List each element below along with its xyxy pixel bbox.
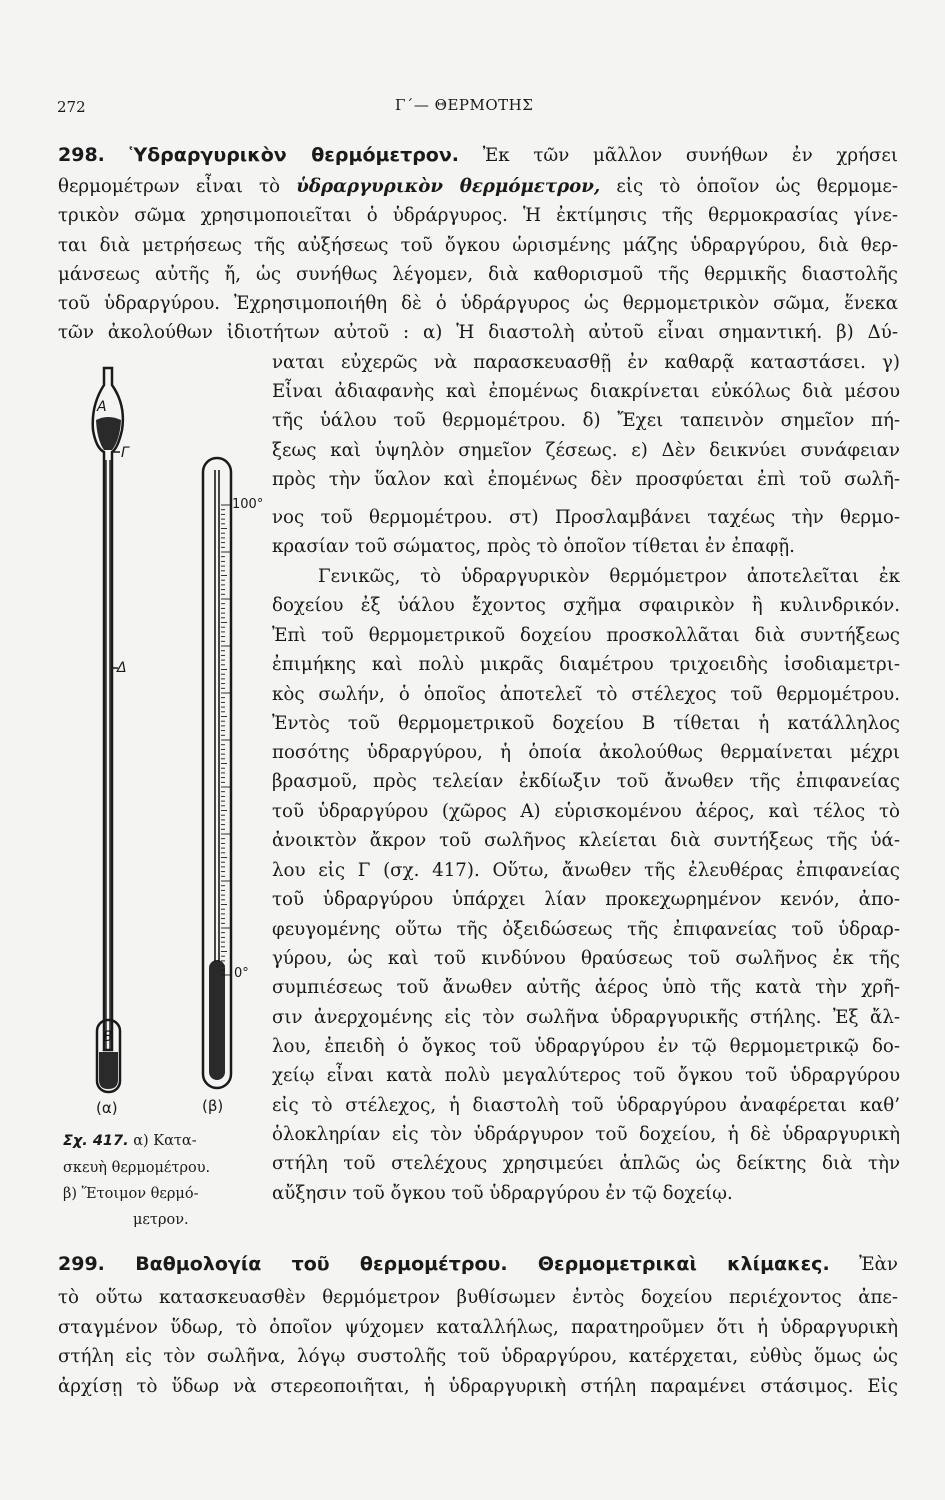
column-line: Ἐντὸς τοῦ θερμομετρικοῦ δοχείου Β τίθεται ἡ κατάλληλος: [272, 713, 900, 734]
label-B: B: [103, 1029, 113, 1045]
section-298-line-7: τῶν ἀκολούθων ἰδιοτήτων αὐτοῦ : α) Ἡ διαστολὴ αὐτοῦ εἶναι σημαντική. β) Δύ-: [58, 322, 898, 343]
column-line: κρασίαν τοῦ σώματος, πρὸς τὸ ὁποῖον τίθεται ἐν ἐπαφῇ.: [272, 536, 795, 557]
column-line: πρὸς τὴν ὕαλον καὶ ἐπομένως δὲν προσφύεται ἐπὶ τοῦ σωλῆ-: [272, 469, 900, 490]
section-299-line-4: στήλη εἰς τὸν σωλῆνα, λόγῳ συστολῆς τοῦ ὑδραργύρου, κατέρχεται, εὐθὺς ὅμως ὡς: [58, 1346, 898, 1367]
label-G: Γ: [121, 445, 129, 461]
section-298-line-2: θερμομέτρων εἶναι τὸ ὑδραργυρικὸν θερμόμετρον, εἰς τὸ ὁποῖον ὡς θερμομε-: [58, 176, 898, 197]
section-299-line-5: ἀρχίσῃ τὸ ὕδωρ νὰ στερεοποιῆται, ἡ ὑδραργυρικὴ στήλη παραμένει στάσιμος. Εἰς: [58, 1376, 898, 1397]
caption-fig-number: Σχ. 417.: [63, 1133, 129, 1149]
column-line: στήλη τοῦ στελέχους χρησιμεύει ἁπλῶς ὡς δείκτης διὰ τὴν: [272, 1153, 900, 1174]
column-line: τῆς ὑάλου τοῦ θερμομέτρου. δ) Ἔχει ταπεινὸν σημεῖον πή-: [272, 410, 900, 431]
body-text: Ἐκ τῶν μᾶλλον συνήθων ἐν χρήσει: [482, 145, 898, 166]
label-b: (β): [202, 1097, 224, 1115]
section-299-heading: 299. Βαθμολογία τοῦ θερμομέτρου. Θερμομετρικαὶ κλίμακες.: [58, 1253, 830, 1275]
column-line: εἰς τὸ στέλεχος, ἡ διαστολὴ τοῦ ὑδραργύρου ἀναφέρεται καθ’: [272, 1095, 900, 1116]
label-D: Δ: [117, 660, 127, 676]
section-298-line-6: τοῦ ὑδραργύρου. Ἐχρησιμοποιήθη δὲ ὁ ὑδράργυρος ὡς θερμομετρικὸν σῶμα, ἕνεκα: [58, 293, 898, 314]
caption-text: μετρον.: [133, 1212, 189, 1228]
column-line: δοχείου ἐξ ὑάλου ἔχοντος σχῆμα σφαιρικὸν ἢ κυλινδρικόν.: [272, 595, 900, 616]
label-a: (α): [96, 1099, 118, 1117]
column-line: Εἶναι ἀδιαφανὴς καὶ ἐπομένως διακρίνεται εὐκόλως διὰ μέσου: [272, 381, 900, 402]
column-line: λου εἰς Γ (σχ. 417). Οὕτω, ἄνωθεν τῆς ἐλευθέρας ἐπιφανείας: [272, 860, 900, 881]
section-299-line-2: τὸ οὕτω κατασκευασθὲν θερμόμετρον βυθίσωμεν ἐντὸς δοχείου περιέχοντος ἀπε-: [58, 1287, 898, 1308]
section-298-line-4: ται διὰ μετρήσεως τῆς αὐξήσεως τοῦ ὄγκου ὡρισμένης μάζης ὑδραργύρου, διὰ θερ-: [58, 235, 898, 256]
section-299-line-3: σταγμένον ὕδωρ, τὸ ὁποῖον ψύχομεν καταλλήλως, παρατηροῦμεν ὅτι ἡ ὑδραργυρικὴ: [58, 1317, 898, 1338]
term-highlight: ὑδραργυρικὸν θερμόμετρον,: [296, 176, 601, 197]
caption-text: σκευὴ θερμομέτρου.: [63, 1160, 211, 1176]
thermometer-b: [203, 458, 231, 1088]
column-line: Γενικῶς, τὸ ὑδραργυρικὸν θερμόμετρον ἀποτελεῖται ἐκ: [318, 566, 900, 587]
column-line: Ἐπὶ τοῦ θερμομετρικοῦ δοχείου προσκολλᾶται διὰ συντήξεως: [272, 625, 900, 646]
column-line: ποσότης ὑδραργύρου, ἡ ὁποία ἀκολούθως θερμαίνεται μέχρι: [272, 742, 900, 763]
column-line: τοῦ ὑδραργύρου ὑπάρχει λίαν προκεχωρημένον κενόν, ἀπο-: [272, 889, 900, 910]
column-line: συμπιέσεως τοῦ ἄνωθεν αὐτῆς ἀέρος ὑπὸ τῆς κατὰ τὴν χρῆ-: [272, 977, 900, 998]
column-line: κὸς σωλήν, ὁ ὁποῖος ἀποτελεῖ τὸ στέλεχος τοῦ θερμομέτρου.: [272, 684, 900, 705]
column-line: ναται εὐχερῶς νὰ παρασκευασθῇ ἐν καθαρᾷ καταστάσει. γ): [272, 352, 900, 373]
label-A: A: [97, 399, 107, 415]
thermometer-a: [93, 368, 123, 1092]
section-299-line-1: 299. Βαθμολογία τοῦ θερμομέτρου. Θερμομετρικαὶ κλίμακες. Ἐὰν: [58, 1253, 898, 1275]
section-298-heading: 298. Ὑδραργυρικὸν θερμόμετρον.: [58, 144, 460, 166]
column-line: λου, ἐπειδὴ ὁ ὄγκος τοῦ ὑδραργύρου ἐν τῷ θερμομετρικῷ δο-: [272, 1036, 900, 1057]
label-0: 0°: [234, 966, 249, 981]
section-298-line-3: τρικὸν σῶμα χρησιμοποιεῖται ὁ ὑδράργυρος. Ἡ ἐκτίμησις τῆς θερμοκρασίας γίνε-: [58, 205, 898, 226]
caption-text: β) Ἕτοιμον θερμό-: [63, 1186, 199, 1202]
column-line: ὁλοκληρίαν εἰς τὸν ὑδράργυρον τοῦ δοχείου, ἡ δὲ ὑδραργυρικὴ: [272, 1124, 900, 1145]
column-line: αὔξησιν τοῦ ὄγκου τοῦ ὑδραργύρου ἐν τῷ δοχείῳ.: [272, 1183, 733, 1204]
running-title: Γ΄— ΘΕΡΜΟΤΗΣ: [395, 96, 534, 114]
column-line: χείῳ εἶναι κατὰ πολὺ μεγαλύτερος τοῦ ὄγκου τοῦ ὑδραργύρου: [272, 1065, 900, 1086]
column-line: τοῦ ὑδραργύρου (χῶρος Α) εὑρισκομένου ἀέρος, καὶ τέλος τὸ: [272, 801, 900, 822]
column-line: ξεως καὶ ὑψηλὸν σημεῖον ζέσεως. ε) Δὲν δεικνύει συνάφειαν: [272, 440, 900, 461]
column-line: ἐπιμήκης καὶ πολὺ μικρᾶς διαμέτρου τριχοειδὴς ἰσοδιαμετρι-: [272, 654, 900, 675]
column-line: σιν ἀνερχομένης εἰς τὸν σωλῆνα ὑδραργυρικῆς στήλης. Ἐξ ἄλ-: [272, 1007, 900, 1028]
caption-text: α) Κατα-: [133, 1133, 197, 1149]
page-number: 272: [57, 98, 86, 116]
column-line: νος τοῦ θερμομέτρου. στ) Προσλαμβάνει ταχέως τὴν θερμο-: [272, 507, 900, 528]
label-100: 100°: [232, 497, 264, 512]
column-line: γύρου, ὡς καὶ τοῦ κινδύνου θραύσεως τοῦ σωλῆνος ἐκ τῆς: [272, 948, 900, 969]
column-line: φευγομένης οὕτω τῆς ὀξειδώσεως τῆς ἐπιφανείας τοῦ ὑδραρ-: [272, 919, 900, 940]
column-line: βρασμοῦ, πρὸς τελείαν ἐκδίωξιν τοῦ ἄνωθεν τῆς ἐπιφανείας: [272, 771, 900, 792]
column-line: ἀνοικτὸν ἄκρον τοῦ σωλῆνος κλείεται διὰ συντήξεως τῆς ὑά-: [272, 830, 900, 851]
section-298-line-5: μάνσεως αὐτῆς ἤ, ὡς συνήθως λέγομεν, διὰ καθορισμοῦ τῆς θερμικῆς διαστολῆς: [58, 264, 898, 285]
